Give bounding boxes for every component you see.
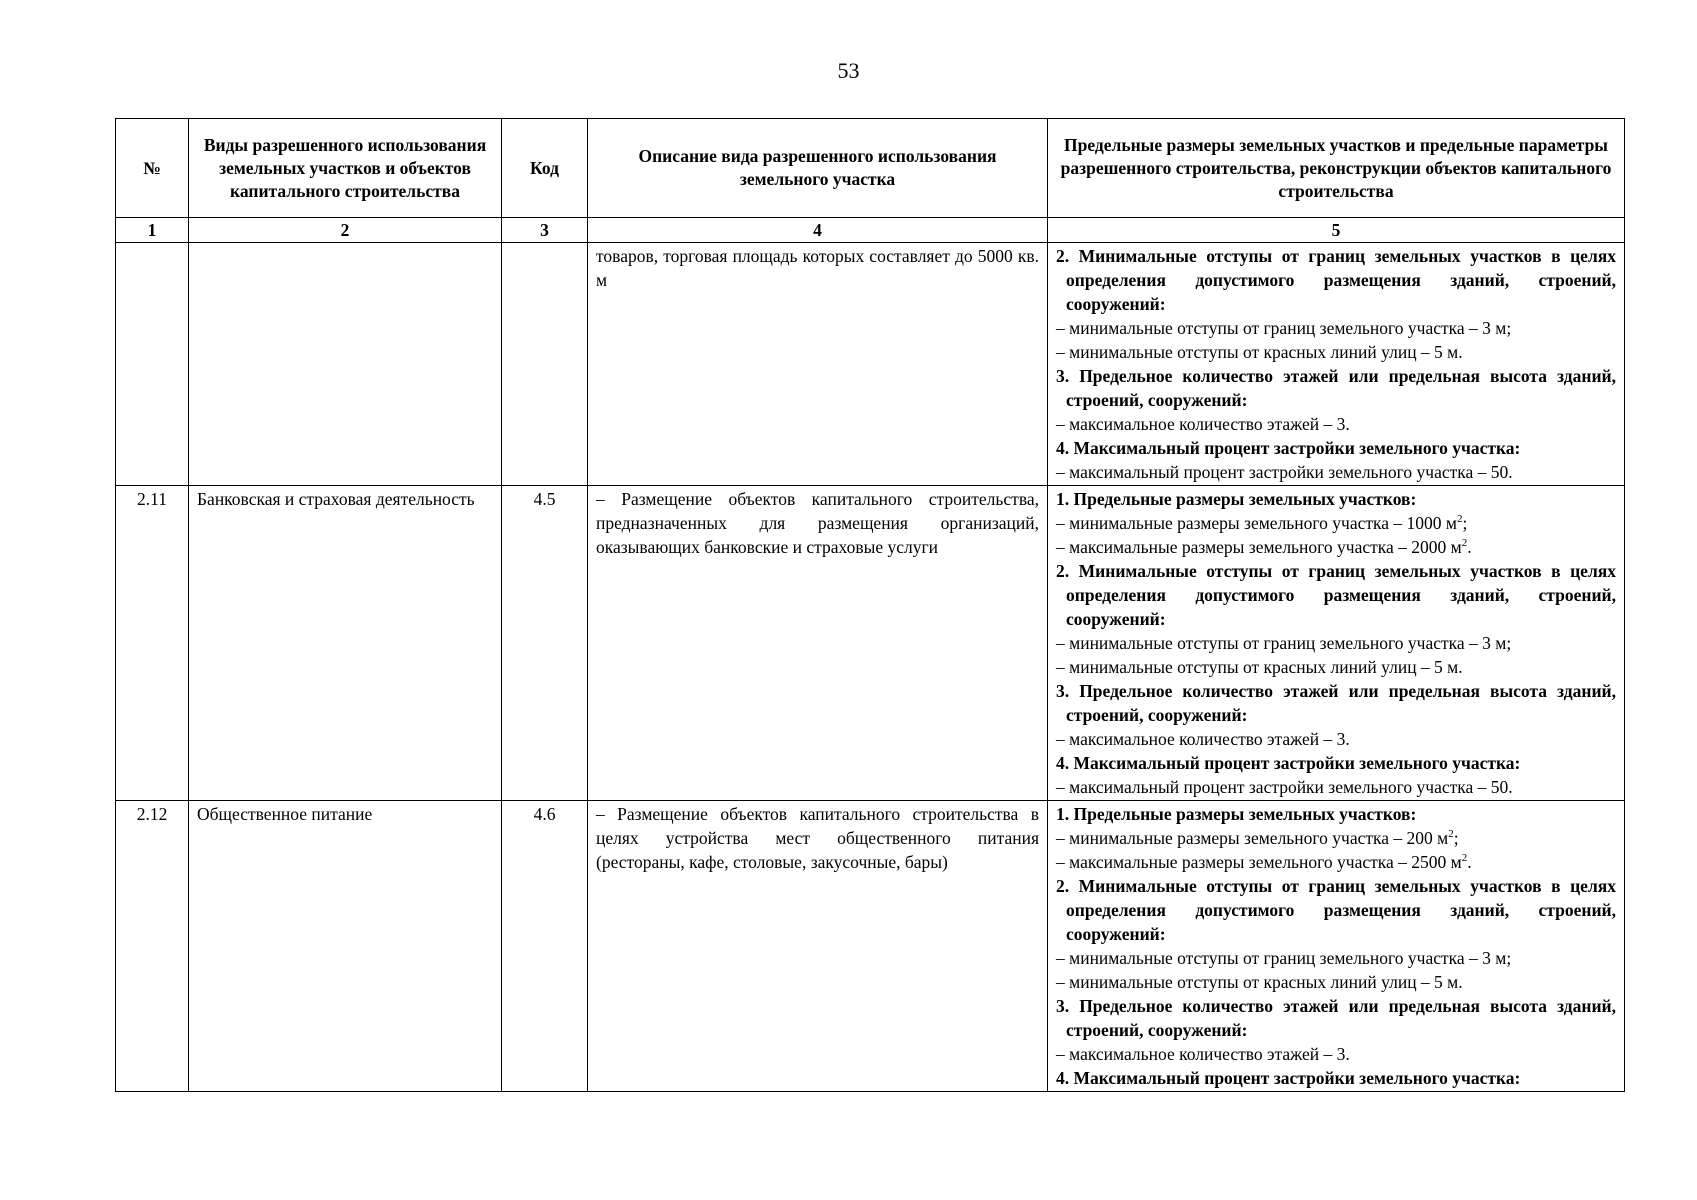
param-punct: ; <box>1453 828 1459 848</box>
param-line <box>1056 535 1616 559</box>
table-row <box>116 801 1625 1092</box>
description-cell <box>588 486 1048 801</box>
table-row <box>116 486 1625 801</box>
param-text: – максимальные размеры земельного участка – 2000 м <box>1056 537 1462 557</box>
description-cell <box>588 243 1048 486</box>
param-heading: 3. Предельное количество этажей или предельная высота зданий, строений, сооружений: <box>1056 996 1616 1040</box>
table-header-row <box>116 119 1625 218</box>
param-heading: 2. Минимальные отступы от границ земельных участков в целях определения допустимого размещения зданий, строений, сооружений: <box>1056 876 1616 944</box>
superscript: 2 <box>1461 537 1468 550</box>
param-line: – минимальные отступы от границ земельного участка – 3 м; <box>1056 633 1512 653</box>
param-line: – минимальные отступы от красных линий улиц – 5 м. <box>1056 972 1463 992</box>
table-row <box>116 243 1625 486</box>
param-punct: ; <box>1462 513 1468 533</box>
param-heading: 4. Максимальный процент застройки земельного участка: <box>1056 753 1521 773</box>
header-parameters: Предельные размеры земельных участков и предельные параметры разрешенного строительства, реконструкции объектов капитального строительства <box>1048 119 1625 218</box>
column-number: 3 <box>502 218 588 243</box>
param-text: – максимальные размеры земельного участка – 2500 м <box>1056 852 1462 872</box>
param-line <box>1056 826 1616 850</box>
page-number: 53 <box>837 58 860 83</box>
param-heading: 3. Предельное количество этажей или предельная высота зданий, строений, сооружений: <box>1056 681 1616 725</box>
use-type-cell: Банковская и страховая деятельность <box>189 486 502 801</box>
param-heading: 4. Максимальный процент застройки земельного участка: <box>1056 438 1521 458</box>
param-text: – минимальные размеры земельного участка – 200 м <box>1056 828 1449 848</box>
description-text: – Размещение объектов капитального строительства в целях устройства мест общественного питания (рестораны, кафе, столовые, закусочные, бары) <box>596 804 1039 872</box>
column-number: 4 <box>588 218 1048 243</box>
param-text: – минимальные размеры земельного участка – 1000 м <box>1056 513 1457 533</box>
param-heading: 2. Минимальные отступы от границ земельных участков в целях определения допустимого размещения зданий, строений, сооружений: <box>1056 561 1616 629</box>
param-line: – минимальные отступы от красных линий улиц – 5 м. <box>1056 342 1463 362</box>
use-type-cell <box>189 243 502 486</box>
column-number-row <box>116 218 1625 243</box>
superscript: 2 <box>1448 828 1454 841</box>
land-use-table <box>115 118 1625 1092</box>
header-use-type: Виды разрешенного использования земельных участков и объектов капитального строительства <box>189 119 502 218</box>
param-line: – максимальное количество этажей – 3. <box>1056 1044 1350 1064</box>
column-number: 5 <box>1048 218 1625 243</box>
code-cell <box>502 243 588 486</box>
column-number: 2 <box>189 218 502 243</box>
param-line: – максимальное количество этажей – 3. <box>1056 729 1350 749</box>
parameters-cell <box>1048 243 1625 486</box>
parameters-cell <box>1048 486 1625 801</box>
row-number: 2.11 <box>116 486 189 801</box>
param-line <box>1056 850 1616 874</box>
param-line: – максимальный процент застройки земельного участка – 50. <box>1056 462 1513 482</box>
param-line: – минимальные отступы от границ земельного участка – 3 м; <box>1056 948 1512 968</box>
row-number: 2.12 <box>116 801 189 1092</box>
description-text: – Размещение объектов капитального строительства, предназначенных для размещения организаций, оказывающих банковские и страховые услуги <box>596 489 1039 557</box>
param-punct: . <box>1467 852 1472 872</box>
superscript: 2 <box>1461 852 1468 865</box>
column-number: 1 <box>116 218 189 243</box>
code-cell: 4.5 <box>502 486 588 801</box>
param-line: – минимальные отступы от границ земельного участка – 3 м; <box>1056 318 1512 338</box>
param-heading: 1. Предельные размеры земельных участков: <box>1056 804 1417 824</box>
header-description: Описание вида разрешенного использования земельного участка <box>588 119 1048 218</box>
param-heading: 1. Предельные размеры земельных участков: <box>1056 489 1417 509</box>
row-number <box>116 243 189 486</box>
code-cell: 4.6 <box>502 801 588 1092</box>
use-type-cell: Общественное питание <box>189 801 502 1092</box>
header-code: Код <box>502 119 588 218</box>
parameters-cell <box>1048 801 1625 1092</box>
param-line: – минимальные отступы от красных линий улиц – 5 м. <box>1056 657 1463 677</box>
param-heading: 2. Минимальные отступы от границ земельных участков в целях определения допустимого размещения зданий, строений, сооружений: <box>1056 246 1616 314</box>
param-punct: . <box>1467 537 1472 557</box>
superscript: 2 <box>1456 513 1463 526</box>
description-cell <box>588 801 1048 1092</box>
param-heading: 3. Предельное количество этажей или предельная высота зданий, строений, сооружений: <box>1056 366 1616 410</box>
param-line <box>1056 511 1616 535</box>
param-line: – максимальное количество этажей – 3. <box>1056 414 1350 434</box>
description-text: товаров, торговая площадь которых составляет до 5000 кв. м <box>596 246 1039 290</box>
param-heading: 4. Максимальный процент застройки земельного участка: <box>1056 1068 1521 1088</box>
param-line: – максимальный процент застройки земельного участка – 50. <box>1056 777 1513 797</box>
header-num: № <box>116 119 189 218</box>
